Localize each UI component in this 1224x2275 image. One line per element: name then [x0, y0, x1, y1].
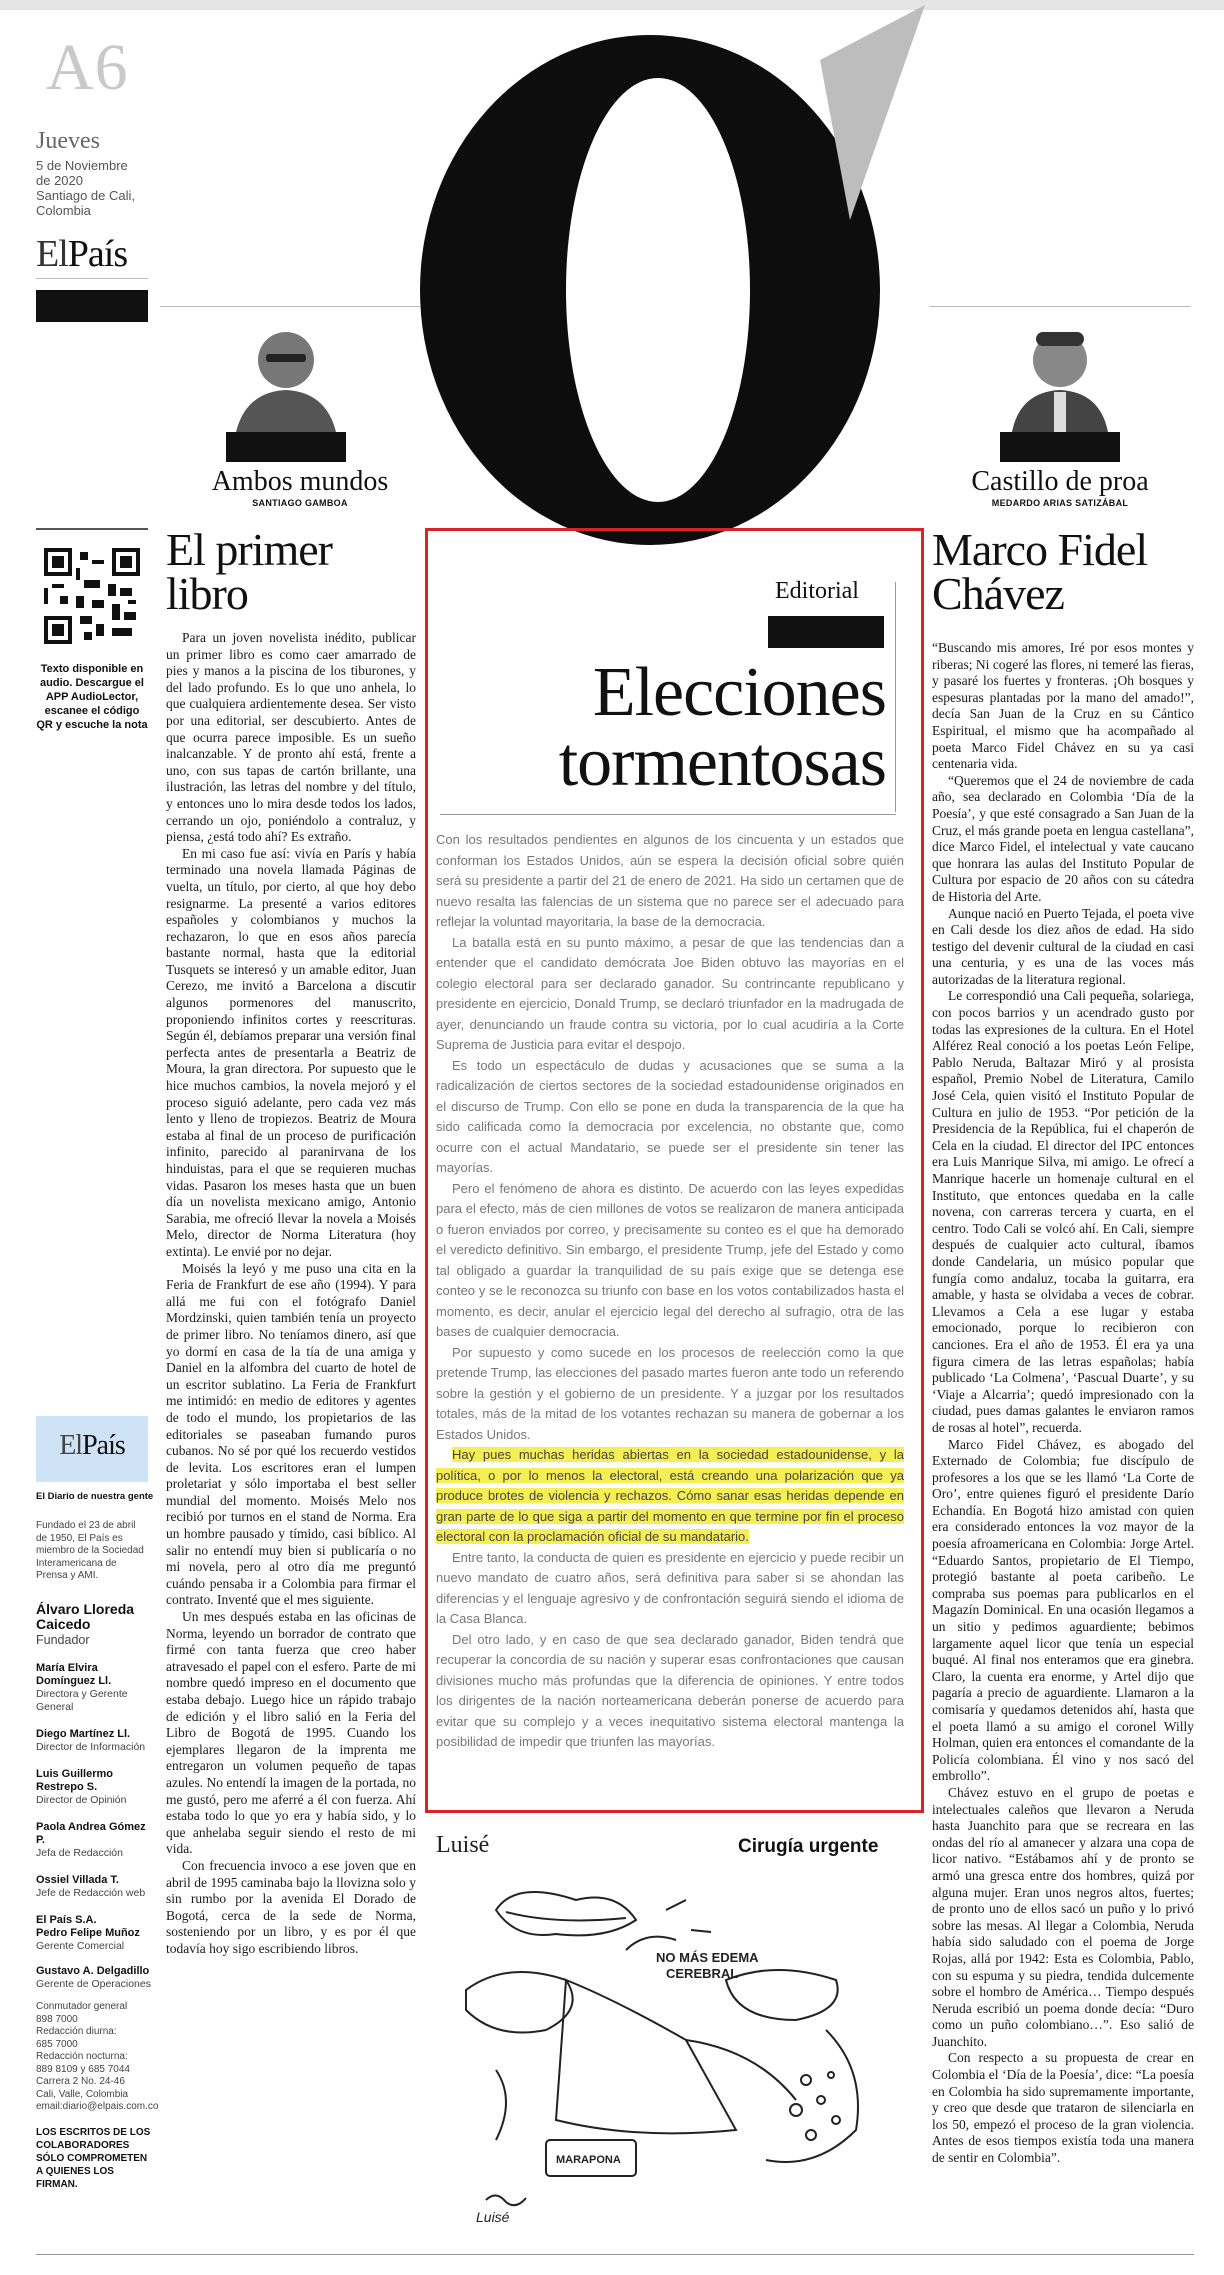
founder-role: Fundador	[36, 1633, 90, 1647]
cartoon-speech-2: CEREBRAL	[666, 1966, 739, 1981]
page-date: 5 de Noviembre de 2020 Santiago de Cali, Colombia	[36, 158, 136, 218]
divider	[160, 306, 420, 307]
editorial-label: Editorial	[775, 578, 859, 604]
cartoon-box-label: MARAPONA	[556, 2154, 621, 2166]
cartoon-artist: Luisé	[436, 1832, 490, 1858]
cartoon-signature: Luisé	[476, 2209, 510, 2225]
divider	[930, 306, 1190, 307]
left-article-title: El primer libro	[166, 524, 332, 619]
author-bar	[1000, 432, 1120, 462]
avatar-gamboa	[226, 318, 346, 432]
column-name-left: Ambos mundos	[211, 466, 389, 497]
divider	[440, 814, 896, 815]
right-article-body: “Buscando mis amores, Iré por esos montes y riberas; Ni cogeré las flores, ni temeré las fieras, y pasaré los fuertes y fronteras. ¡Oh bosques y espesuras plantadas por la mano del amado!”, decía San Juan de la Cruz en su Cántico Espiritual, el mismo que ha acompañado al poeta Marco Fidel Chávez en su ya casi centenaria vida. “Queremos que el 24 de noviembre de cada año, sea declarado en Colombia ‘Día de la Poesía’, y que esté consagrado a San Juan de la Cruz, el más grande poeta en lengua castellana”, dice Marco Fidel, el intelectual y vate caucano que honrara las aulas del Instituto Popular de Cultura por espacio de 20 años con su cátedra de Historia del Arte. Aunque nació en Puerto Tejada, el poeta vive en Cali desde los diez años de edad. Ha sido testigo del devenir cultural de la ciudad en casi una centuria, y es una de las voces más autorizadas de la literatura regional. Le correspondió una Cali pequeña, solariega, con pocos barrios y un acendrado gusto por todas las expresiones de la cultura. En el Hotel Alférez Real conoció a los poetas León Felipe, Pablo Neruda, Baltazar Miró y al prosista español, Premio Nobel de Literatura, Camilo José Cela, quien visitó el Instituto Popular de Cultura en julio de 1953. “Por petición de la Presidencia de la República, fui el chaperón de Cela en la ciudad. El director del IPC entonces era Luis Manrique Silva, mi amigo. Le ofrecí a Manrique hacerle un homenaje cultural en el Instituto, que entonces quedaba en la calle novena, con carreras tercera y cuarta, en el centro. Todo Cali se volcó ahí. En Cali, siempre después de cualquier acto cultural, íbamos donde Candelaria, un músico popular que fungía como andaluz, tocaba la guitarra, era amable, y hasta se olvidaba a veces de cobrar. Llevamos a Cela a ese lugar y estaba emocionado, porque lo recibieron con canciones. Era el año de 1953. Él era ya una figura cimera de las letras españolas; había publicado ‘La Colmena’, ‘Pascual Duarte’, y su ‘Viaje a Alcarria’; quedó impresionado con la ciudad, pues damas galantes le enviaron ramos de rosas al hotel”, recuerda. Marco Fidel Chávez, es abogado del Externado de Colombia; fue discípulo de profesores a los que se les llamó ‘La Corte de Oro’, entre quienes figuró el presidente Darío Echandía. En Bogotá hizo amistad con quien era considerado entonces la voz mayor de la poesía afroamericana en Colombia: Jorge Artel. “Eduardo Santos, propietario de El Tiempo, protegió bastante al poeta caribeño. Le compraba sus poemas para publicarlos en el Magazín Dominical. En una ocasión llegamos a un sitio y pedimos aguardiente; bebimos largamente aquel licor que tenía un especial buqué. Al final nos enteramos que era ginebra. Claro, la cuenta era enorme, y Artel dijo que pagaría a precio de aguardiente. Llamaron a la comisaría y quedamos detenidos ahí, hasta que el poeta llamó a su amigo el coronel Willy Holman, quien era entonces el comandante de la Policía colombiana. Él vino y nos sacó del embrollo”. Chávez estuvo en el grupo de poetas e intelectuales caleños que llevaron a Neruda hasta Juanchito para que se recreara en las ondas del río al amanecer y alzara una copa de licor nativo. “Estábamos ahí y de pronto se armó una gresca entre dos hombres, quizá por alguna mujer. Eran unos negros altos, fuertes; de pronto uno de ellos sacó un puño y lo privó sobre las mesas. Al llegar a Colombia, Neruda había sido saludado con el poema de Jorge Rojas, allá por 1942: Esta es Colombia, Pablo, con su espuma y su piedra, tendida dulcemente sobre el hombro de América… Tiempo después Neruda escribió un poema donde decía: “Duro como un puño colombiano…”. Eso salió de Juanchito. Con respecto a su propuesta de crear en Colombia el ‘Día de la Poesía’, dice: “La poesía en Colombia ha sido supremamente importante, y creo que desde que trataron de silenciarla en los 50, empezó el proceso de la gran violencia. Antes de esos tiempos existía toda una manera de sentir en Colombia”.	[932, 640, 1195, 2166]
column-name-right: Castillo de proa	[971, 466, 1149, 497]
qr-code	[44, 548, 140, 644]
tagline: El Diario de nuestra gente	[36, 1491, 154, 1502]
author-name-left: SANTIAGO GAMBOA	[252, 498, 348, 508]
opinion-o-graphic	[420, 0, 940, 550]
page-number: A6	[46, 31, 129, 104]
divider	[895, 582, 896, 812]
divider	[36, 528, 148, 530]
staff-list: María Elvira Domínguez Ll. Directora y Gerente General Diego Martínez Ll. Director de Información Luis Guillermo Restrepo S. Director de Opinión Paola Andrea Gómez P. Jefa de Redacción Ossiel Villada T. Jefe de Redacción web El País S.A. Pedro Felipe Muñoz Gerente Comercial Gustavo A. Delgadillo Gerente de Operaciones Conmutador general 898 7000 Redacción diurna: 685 7000 Redacción nocturna: 889 8109 y 685 7044 Carrera 2 No. 24-46 Cali, Valle, Colombia email:diario@elpais.com.co LOS ESCRITOS DE LOS COLABORADORES SÓLO COMPROMETEN A QUIENES LOS FIRMAN.	[36, 1662, 159, 2190]
masthead-bar	[36, 290, 148, 322]
sidebar-logo-box: ElPaís	[36, 1416, 148, 1482]
author-name-right: MEDARDO ARIAS SATIZÁBAL	[991, 498, 1129, 508]
avatar-arias	[1000, 318, 1120, 432]
contact-info: Conmutador general 898 7000 Redacción diurna: 685 7000 Redacción nocturna: 889 8109 y 685 7044 Carrera 2 No. 24-46 Cali, Valle, Colombia email:diario@elpais.com.co	[36, 2001, 159, 2112]
divider	[36, 2254, 1194, 2255]
audio-note: Texto disponible en audio. Descargue el APP AudioLector, escanee el código QR y escuche la nota	[36, 663, 148, 731]
cartoon-title: Cirugía urgente	[738, 1836, 879, 1857]
cartoon-speech-1: NO MÁS EDEMA	[656, 1950, 759, 1965]
editorial-title: Elecciones tormentosas	[558, 654, 886, 801]
page-day: Jueves	[36, 128, 100, 154]
divider	[36, 278, 148, 279]
founded-note: Fundado el 23 de abril de 1950, El País es miembro de la Sociedad Interamericana de Prensa y AMI.	[36, 1520, 144, 1581]
masthead-logo: ElPaís	[36, 233, 128, 275]
founder-name: Álvaro Lloreda Caicedo	[36, 1601, 135, 1632]
disclaimer: LOS ESCRITOS DE LOS COLABORADORES SÓLO COMPROMETEN A QUIENES LOS FIRMAN.	[36, 2126, 151, 2190]
right-article-title: Marco Fidel Chávez	[932, 524, 1148, 619]
cartoon-drawing	[436, 1870, 906, 2230]
author-bar	[226, 432, 346, 462]
highlighted-passage: Hay pues muchas heridas abiertas en la sociedad estadounidense, y la política, o por lo menos la electoral, está creando una polarización que ya produce brotes de violencia y rechazos. Cómo sanar esas heridas depende en gran parte de lo que siga a partir del momento en que termine por fin el proceso electoral con la proclamación oficial de su mandatario.	[436, 1447, 904, 1544]
editorial-bar	[768, 616, 884, 648]
left-article-body: Para un joven novelista inédito, publicar un primer libro es como caer amarrado de pies y manos a la piscina de los tiburones, y del lado profundo. Es lo que uno anhela, lo que cualquiera ardientemente desea. Ser visto por una editorial, ser descubierto. Antes de que ocurra parece imposible. Es un sueño inalcanzable. Y de pronto ahí está, frente a uno, con sus tapas de cartón brillante, una ilustración, las letras del nombre y del título, y entonces uno lo mira desde todos los lados, cerrando un ojo, poniéndolo a contraluz, y piensa, ¿está todo ahí? Es extraño. En mi caso fue así: vivía en París y había terminado una novela llamada Páginas de vuelta, un título, por cierto, al que hoy debo resignarme. La presenté a varios editores españoles y colombianos y muchos la rechazaron, lo que en esos años parecía bastante normal, hasta que la editorial Tusquets se interesó y un amable editor, Juan Cerezo, me invitó a Barcelona a discutir algunos pormenores del manuscrito, proponiendo infinitos cortes y reescrituras. Según él, debíamos preparar una versión final perfecta antes de presentarla a Beatriz de Moura, la gran directora. Por supuesto que le hice muchos cambios, la novela mejoró y el proceso siguió adelante, pero cada vez más lento y lleno de tropiezos. Beatriz de Moura estaba al final de un proceso de purificación infinito, parecido al paranirvana de los hinduistas, para el que se requieren muchas vidas. Pasaron los meses hasta que un buen día un novelista mexicano amigo, Antonio Sarabia, me ofreció llevar la novela a Moisés Melo, director de Norma Literatura (hoy extinta). Le envié por no dejar. Moisés la leyó y me puso una cita en la Feria de Frankfurt de ese año (1994). Y para allá me fui con el fotógrafo Daniel Mordzinski, quien también tenía un proyecto de primer libro. No teníamos dinero, así que yo dormí en casa de la tía de una amiga y Daniel en la alfombra del cuarto de hotel de un escritor sublatino. La Feria de Frankfurt me intimidó: en medio de editores y agentes de todo el mundo, los propietarios de las editoriales se paseaban fumando puros cubanos. No sé por qué los recuerdo vestidos de levita. Los escritores eran el lumpen proletariat y sólo importaba el best seller mundial del momento. Moisés Melo nos recibió por turnos en el stand de Norma. Era un hombre pausado y tímido, casi bíblico. Al salir no entendí muy bien si publicaría o no mi novela, pero al otro día me preguntó cuándo pensaba ir a Colombia para firmar el contrato. Inventé que el mes siguiente. Un mes después estaba en las oficinas de Norma, leyendo un borrador de contrato que firmé con tanta fuerza que creo haber atravesado el papel con el esfero. Parte de mi nombre quedó impreso en el documento que estaba debajo. Luego hice un rápido trabajo de edición y el libro salió en la Feria del Libro de Bogotá de 1995. Cuando los ejemplares llegaron de la imprenta me entregaron un volumen pequeño de tapas azules. No entendí la imagen de la portada, no me gustó, pero me aferré a él con fuerza. Ahí estaba todo lo que yo era y había sido, y lo que anhelaba seguir siendo el resto de mi vida. Con frecuencia invoco a ese joven que en abril de 1995 caminaba bajo la llovizna solo y sin rumbo por la avenida El Dorado de Bogotá, cerca de la sede de Norma, sosteniendo por un libro, y es por él que todavía hoy sigo escribiendo libros.	[166, 630, 416, 1956]
editorial-body: Con los resultados pendientes en algunos de los cincuenta y un estados que conforman los Estados Unidos, aún se espera la decisión oficial sobre quién será su presidente a partir del 21 de enero de 2021. Ha sido un certamen que de nuevo resalta las falencias de un sistema que no parece ser el adecuado para reflejar la voluntad mayoritaria, la base de la democracia. La batalla está en su punto máximo, a pesar de que las tendencias dan a entender que el candidato demócrata Joe Biden obtuvo las mayorías en el colegio electoral para ser declarado ganador. Su contrincante republicano y presidente en ejercicio, Donald Trump, se declaró triunfador en la madrugada de ayer, denunciando un fraude contra su victoria, por lo cual acudiría a la Corte Suprema de Justicia para evitar el despojo. Es todo un espectáculo de dudas y acusaciones que se suma a la radicalización de ciertos sectores de la sociedad estadounidense originados en el discurso de Trump. Con ello se pone en duda la transparencia de la que ha sido calificada como la democracia por excelencia, no obstante que, como ocurre con el actual Mandatario, se puede ser el presidente sin tener las mayorías. Pero el fenómeno de ahora es distinto. De acuerdo con las leyes expedidas para el efecto, más de cien millones de votos se realizaron de manera anticipada o fueron enviados por correo, y precisamente su conteo es el que ha demorado el veredicto definitivo. Sin embargo, el presidente Trump, jefe del Estado y como tal obligado a guardar la tranquilidad de su país exige que se detenga ese conteo y se le reconozca su triunfo con base en los votos contabilizados hasta el momento, es decir, anular el ejercicio legal del derecho al sufragio, otra de las bases de cualquier democracia. Por supuesto y como sucede en los procesos de reelección como la que pretende Trump, las elecciones del pasado martes fueron ante todo un referendo sobre la gestión y el gobierno de un presidente. Y a juzgar por los resultados totales, más de la mitad de los votantes rechazan su manera de gobernar a los Estados Unidos. Hay pues muchas heridas abiertas en la sociedad estadounidense, y la política, o por lo menos la electoral, está creando una polarización que ya produce brotes de violencia y rechazos. Cómo sanar esas heridas depende en gran parte de lo que siga a partir del momento en que termine por fin el proceso electoral con la proclamación oficial de su mandatario. Entre tanto, la conducta de quien es presidente en ejercicio y puede recibir un nuevo mandato de cuatro años, será definitiva para saber si se ahondan las diferencias y el lenguaje agresivo y de confrontación seguirá siendo el idioma de la Casa Blanca. Del otro lado, y en caso de que sea declarado ganador, Biden tendrá que recuperar la concordia de su nación y superar esas confrontaciones que causan divisiones mucho más profundas que la diferencia de opiniones. Y entre todos los dirigentes de la nación norteamericana deberán ponerse de acuerdo para evitar que su complejo y a veces inequitativo sistema electoral mantenga la posibilidad de impedir que triunfen las mayorías.	[436, 832, 904, 1749]
